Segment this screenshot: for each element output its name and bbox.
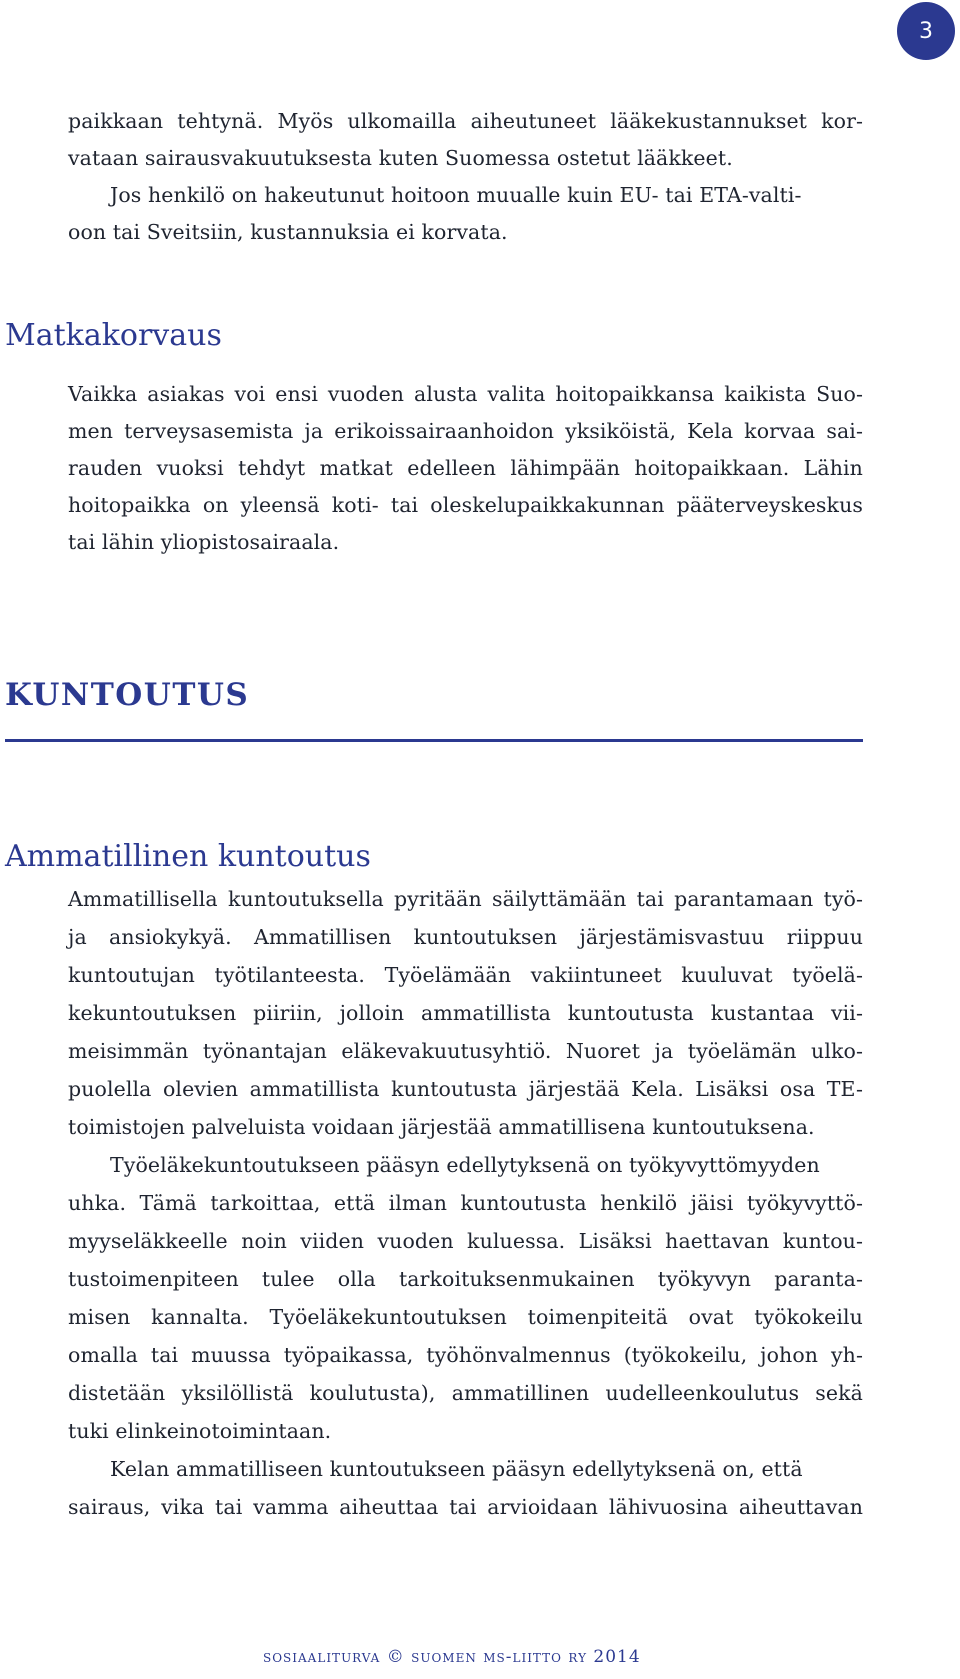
intro-line-1: paikkaan tehtynä. Myös ulkomailla aiheutuneet lääkekustannukset kor- bbox=[68, 109, 863, 133]
kuntoutus-heading: KUNTOUTUS bbox=[5, 677, 250, 713]
ammatillinen-line-8: Työeläkekuntoutukseen pääsyn edellytyksenä on työkyvyttömyyden bbox=[110, 1153, 820, 1177]
intro-line-4: oon tai Sveitsiin, kustannuksia ei korvata. bbox=[68, 220, 508, 244]
intro-line-3: Jos henkilö on hakeutunut hoitoon muualle kuin EU- tai ETA-valti- bbox=[110, 183, 802, 207]
ammatillinen-line-7: toimistojen palveluista voidaan järjestää ammatillisena kuntoutuksena. bbox=[68, 1115, 815, 1139]
ammatillinen-line-11: tustoimenpiteen tulee olla tarkoituksenmukainen työkyvyn paranta- bbox=[68, 1267, 863, 1291]
ammatillinen-kuntoutus-heading: Ammatillinen kuntoutus bbox=[5, 839, 371, 874]
ammatillinen-line-2: ja ansiokykyä. Ammatillisen kuntoutuksen järjestämisvastuu riippuu bbox=[68, 925, 863, 949]
ammatillinen-line-13: omalla tai muussa työpaikassa, työhönvalmennus (työkokeilu, johon yh- bbox=[68, 1343, 863, 1367]
matkakorvaus-line-1: Vaikka asiakas voi ensi vuoden alusta valita hoitopaikkansa kaikista Suo- bbox=[68, 382, 863, 406]
matkakorvaus-line-5: tai lähin yliopistosairaala. bbox=[68, 530, 340, 554]
ammatillinen-line-3: kuntoutujan työtilanteesta. Työelämään vakiintuneet kuuluvat työelä- bbox=[68, 963, 863, 987]
page-number-badge: 3 bbox=[897, 2, 955, 60]
matkakorvaus-line-4: hoitopaikka on yleensä koti- tai oleskelupaikkakunnan pääterveyskeskus bbox=[68, 493, 863, 517]
matkakorvaus-line-3: rauden vuoksi tehdyt matkat edelleen lähimpään hoitopaikkaan. Lähin bbox=[68, 456, 863, 480]
ammatillinen-line-5: meisimmän työnantajan eläkevakuutusyhtiö. Nuoret ja työelämän ulko- bbox=[68, 1039, 863, 1063]
ammatillinen-line-16: Kelan ammatilliseen kuntoutukseen pääsyn edellytyksenä on, että bbox=[110, 1457, 803, 1481]
matkakorvaus-heading: Matkakorvaus bbox=[5, 318, 222, 353]
ammatillinen-line-10: myyseläkkeelle noin viiden vuoden kuluessa. Lisäksi haettavan kuntou- bbox=[68, 1229, 863, 1253]
intro-line-2: vataan sairausvakuutuksesta kuten Suomessa ostetut lääkkeet. bbox=[68, 146, 733, 170]
ammatillinen-line-12: misen kannalta. Työeläkekuntoutuksen toimenpiteitä ovat työkokeilu bbox=[68, 1305, 863, 1329]
ammatillinen-line-1: Ammatillisella kuntoutuksella pyritään säilyttämään tai parantamaan työ- bbox=[68, 887, 863, 911]
ammatillinen-line-15: tuki elinkeinotoimintaan. bbox=[68, 1419, 332, 1443]
page-footer: sosiaaliturva © suomen ms-liitto ry 2014 bbox=[263, 1647, 641, 1667]
ammatillinen-line-9: uhka. Tämä tarkoittaa, että ilman kuntoutusta henkilö jäisi työkyvyttö- bbox=[68, 1191, 863, 1215]
ammatillinen-line-4: kekuntoutuksen piiriin, jolloin ammatillista kuntoutusta kustantaa vii- bbox=[68, 1001, 863, 1025]
section-divider bbox=[5, 739, 863, 742]
ammatillinen-line-6: puolella olevien ammatillista kuntoutusta järjestää Kela. Lisäksi osa TE- bbox=[68, 1077, 863, 1101]
matkakorvaus-line-2: men terveysasemista ja erikoissairaanhoidon yksiköistä, Kela korvaa sai- bbox=[68, 419, 863, 443]
ammatillinen-line-17: sairaus, vika tai vamma aiheuttaa tai arvioidaan lähivuosina aiheuttavan bbox=[68, 1495, 863, 1519]
ammatillinen-line-14: distetään yksilöllistä koulutusta), ammatillinen uudelleenkoulutus sekä bbox=[68, 1381, 863, 1405]
